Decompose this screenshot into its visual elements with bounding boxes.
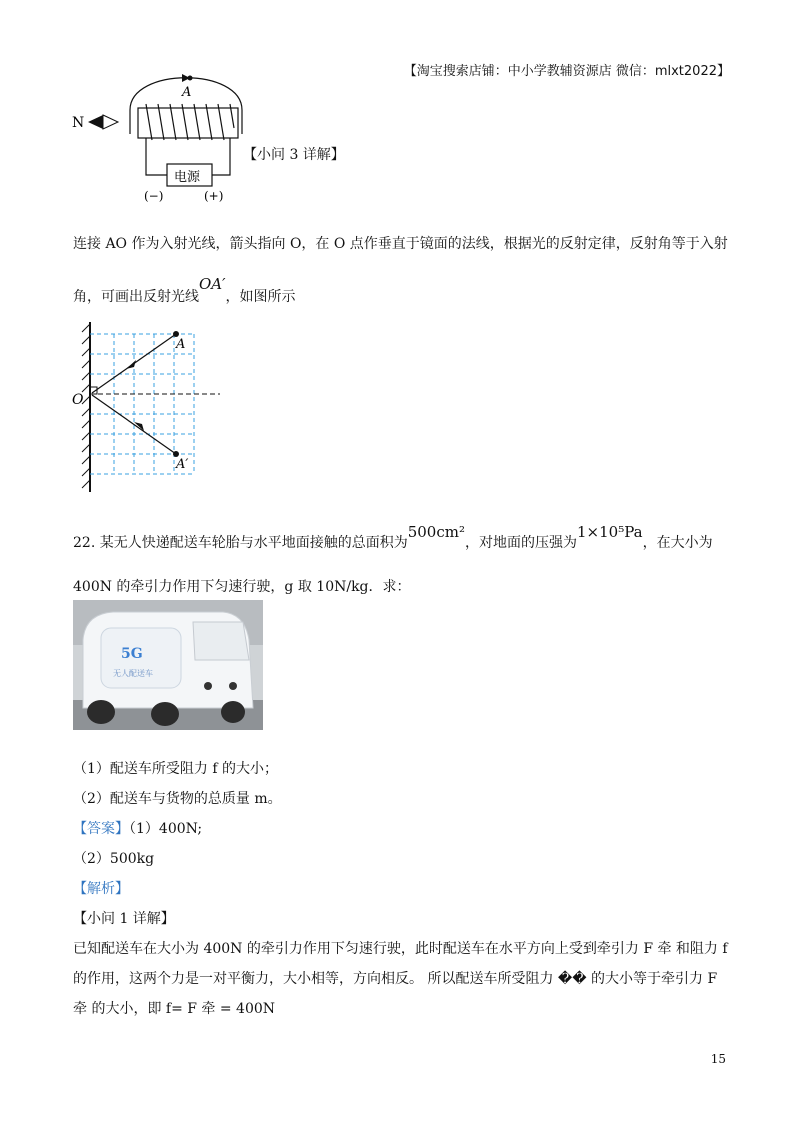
compass-needle-south — [103, 115, 118, 129]
q22-area: 500cm² — [407, 523, 465, 541]
solenoid-figure — [70, 72, 260, 204]
vehicle-badge: 5G — [121, 646, 143, 662]
label-o: O — [72, 392, 84, 408]
vehicle-photo — [73, 600, 263, 730]
minus-terminal: (−) — [144, 189, 164, 203]
solenoid-coils — [146, 104, 234, 140]
analysis-tag: 【解析】 — [73, 881, 129, 897]
answer-tag: 【答案】 — [73, 821, 129, 837]
q22-sub1: （1）配送车所受阻力 f 的大小； — [73, 761, 278, 777]
label-a: A — [176, 337, 186, 352]
analysis-p1: 已知配送车在大小为 400N 的牵引力作用下匀速行驶，此时配送车在水平方向上受到牵引力 F 牵 和阻力 f — [73, 941, 728, 957]
wire-left — [146, 138, 167, 175]
label-a-prime: A′ — [176, 457, 189, 472]
mirror-figure — [70, 320, 230, 495]
q22-line1 — [73, 523, 713, 553]
q22-sub2: （2）配送车与货物的总质量 m。 — [73, 791, 282, 807]
label-a: A — [182, 85, 192, 100]
point-a-dot — [188, 76, 193, 81]
compass-needle-north — [88, 115, 103, 129]
q22-text-a: 22. 某无人快递配送车轮胎与水平地面接触的总面积为 — [73, 535, 408, 551]
power-supply-label: 电源 — [174, 170, 201, 185]
q22-pressure: 1×10⁵Pa — [577, 523, 643, 541]
q3-text-part-b: ，如图所示 — [225, 289, 296, 305]
q3-text-part-a: 角，可画出反射光线 — [73, 289, 199, 305]
q3-text-line1: 连接 AO 作为入射光线，箭头指向 O，在 O 点作垂直于镜面的法线，根据光的反射定律，反射角等于入射 — [73, 236, 728, 252]
vehicle-badge-caption: 无人配送车 — [113, 669, 153, 678]
answer-line1 — [73, 819, 202, 839]
answer-1: （1）400N; — [129, 821, 203, 837]
reflected-arrow — [134, 422, 144, 431]
q3-marker: 【小问 3 详解】 — [243, 147, 345, 163]
answer-line2: （2）500kg — [73, 851, 155, 867]
q3-text-line2 — [73, 275, 296, 307]
q22-line2: 400N 的牵引力作用下匀速行驶，g 取 10N/kg．求： — [73, 579, 411, 595]
page-number: 15 — [710, 1052, 726, 1066]
reflected-ray — [92, 395, 176, 454]
label-n: N — [72, 115, 85, 131]
header-note: 【淘宝搜索店铺：中小学教辅资源店 微信：mlxt2022】 — [403, 64, 730, 79]
q3-math-oa: OA′ — [199, 275, 226, 293]
plus-terminal: (+) — [204, 189, 224, 203]
wire-right — [212, 138, 230, 175]
analysis-p3: 牵 的大小，即 f= F 牵 = 400N — [73, 1001, 276, 1017]
analysis-sub1-marker: 【小问 1 详解】 — [73, 911, 175, 927]
q22-text-b: ，对地面的压强为 — [465, 535, 577, 551]
analysis-p2: 的作用，这两个力是一对平衡力，大小相等，方向相反。 所以配送车所受阻力 �� 的大小等于牵引力 F — [73, 971, 718, 987]
q22-text-c: ，在大小为 — [642, 535, 713, 551]
